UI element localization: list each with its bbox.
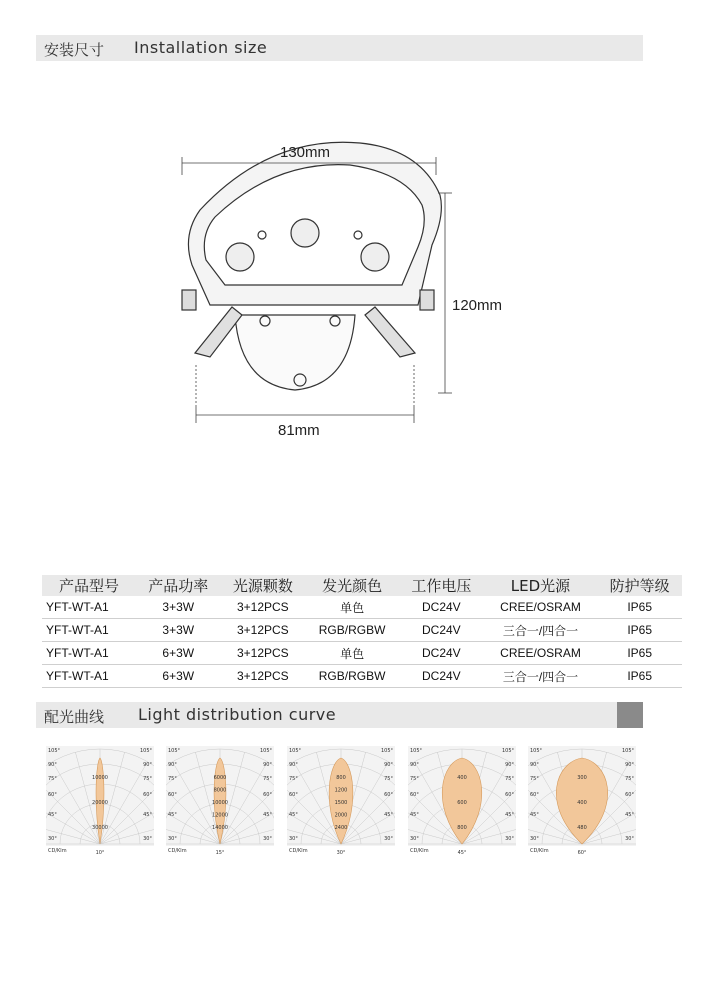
angle-label: 60° xyxy=(410,792,419,798)
angle-label: 75° xyxy=(143,776,152,782)
angle-label: 30° xyxy=(143,836,152,842)
angle-label: 45° xyxy=(143,812,152,818)
beam-angle-label: 10° xyxy=(95,850,105,856)
cell-led-source: CREE/OSRAM xyxy=(484,642,598,665)
cell-power: 6+3W xyxy=(136,642,221,665)
value-label: 8000 xyxy=(213,787,227,794)
angle-label: 75° xyxy=(625,776,634,782)
header-voltage: 工作电压 xyxy=(399,575,484,596)
angle-label: 45° xyxy=(289,812,298,818)
spec-table xyxy=(42,575,682,688)
curve-title-en: Light distribution curve xyxy=(138,705,337,724)
cell-ip-rating: IP65 xyxy=(597,642,682,665)
cell-led-source: CREE/OSRAM xyxy=(484,596,598,619)
value-label: 12000 xyxy=(212,812,228,819)
mount-plate xyxy=(235,315,355,390)
angle-label: 45° xyxy=(410,812,419,818)
angle-label: 60° xyxy=(289,792,298,798)
value-label: 14000 xyxy=(212,825,228,831)
cell-color: RGB/RGBW xyxy=(305,619,399,642)
brand-corner-icon xyxy=(617,702,643,728)
angle-label: 90° xyxy=(625,762,634,768)
table-row xyxy=(42,596,682,619)
bracket-right xyxy=(365,307,415,357)
angle-label: 90° xyxy=(263,762,272,768)
angle-label: 30° xyxy=(48,836,57,842)
value-label: 600 xyxy=(457,800,467,806)
cell-color: 单色 xyxy=(305,596,399,619)
unit-label: CD/Klm xyxy=(168,848,187,854)
cell-led-source: 三合一/四合一 xyxy=(484,619,598,642)
unit-label: CD/Klm xyxy=(289,848,308,854)
angle-label: 75° xyxy=(263,776,272,782)
polar-chart-5 xyxy=(528,746,636,858)
table-row xyxy=(42,642,682,665)
header-ip-rating: 防护等级 xyxy=(597,575,682,596)
cell-color: 单色 xyxy=(305,642,399,665)
value-label: 10000 xyxy=(92,775,108,781)
value-label: 30000 xyxy=(92,825,108,831)
value-label: 1200 xyxy=(334,787,348,794)
angle-label: 30° xyxy=(505,836,514,842)
angle-label: 60° xyxy=(505,792,514,798)
angle-label: 75° xyxy=(289,776,298,782)
dim-height-label: 120mm xyxy=(452,297,503,314)
cell-power: 3+3W xyxy=(136,619,221,642)
angle-label: 60° xyxy=(263,792,272,798)
angle-label: 105° xyxy=(410,748,423,754)
polar-chart-3 xyxy=(287,746,395,858)
header-model: 产品型号 xyxy=(42,575,136,596)
dim-base-label: 81mm xyxy=(278,422,320,439)
unit-label: CD/Klm xyxy=(410,848,429,854)
led-left xyxy=(226,243,254,271)
angle-label: 75° xyxy=(505,776,514,782)
cell-led-source: 三合一/四合一 xyxy=(484,665,598,688)
unit-label: CD/Klm xyxy=(530,848,549,854)
beam-angle-label: 30° xyxy=(336,850,346,856)
angle-label: 90° xyxy=(530,762,539,768)
angle-label: 30° xyxy=(625,836,634,842)
angle-label: 30° xyxy=(410,836,419,842)
cell-voltage: DC24V xyxy=(399,642,484,665)
installation-title-en: Installation size xyxy=(134,38,268,57)
angle-label: 30° xyxy=(263,836,272,842)
angle-label: 75° xyxy=(48,776,57,782)
angle-label: 105° xyxy=(168,748,181,754)
value-label: 6000 xyxy=(213,775,227,781)
angle-label: 90° xyxy=(410,762,419,768)
cell-voltage: DC24V xyxy=(399,665,484,688)
spec-header-row xyxy=(42,575,682,596)
cell-voltage: DC24V xyxy=(399,596,484,619)
angle-label: 105° xyxy=(48,748,61,754)
header-led-count: 光源颗数 xyxy=(221,575,306,596)
cell-model: YFT-WT-A1 xyxy=(42,619,136,642)
header-power: 产品功率 xyxy=(136,575,221,596)
cell-voltage: DC24V xyxy=(399,619,484,642)
angle-label: 60° xyxy=(530,792,539,798)
angle-label: 60° xyxy=(48,792,57,798)
installation-title-zh: 安装尺寸 xyxy=(44,41,105,59)
angle-label: 45° xyxy=(168,812,177,818)
led-center xyxy=(291,219,319,247)
angle-label: 45° xyxy=(384,812,393,818)
angle-label: 105° xyxy=(289,748,302,754)
value-label: 20000 xyxy=(92,800,108,806)
installation-diagram xyxy=(170,135,530,440)
curve-title-zh: 配光曲线 xyxy=(44,708,105,726)
value-label: 2400 xyxy=(334,825,348,831)
value-label: 400 xyxy=(457,775,467,781)
cell-color: RGB/RGBW xyxy=(305,665,399,688)
angle-label: 90° xyxy=(168,762,177,768)
value-label: 800 xyxy=(336,775,346,781)
angle-label: 45° xyxy=(263,812,272,818)
value-label: 480 xyxy=(577,825,587,831)
angle-label: 90° xyxy=(289,762,298,768)
header-color: 发光颜色 xyxy=(305,575,399,596)
angle-label: 90° xyxy=(505,762,514,768)
header-led-source: LED光源 xyxy=(484,575,598,596)
angle-label: 90° xyxy=(384,762,393,768)
angle-label: 60° xyxy=(625,792,634,798)
angle-label: 90° xyxy=(143,762,152,768)
value-label: 1500 xyxy=(334,800,348,806)
angle-label: 105° xyxy=(259,748,272,754)
cell-ip-rating: IP65 xyxy=(597,665,682,688)
cell-led-count: 3+12PCS xyxy=(221,619,306,642)
angle-label: 60° xyxy=(168,792,177,798)
angle-label: 45° xyxy=(530,812,539,818)
cell-power: 3+3W xyxy=(136,596,221,619)
angle-label: 60° xyxy=(384,792,393,798)
cell-model: YFT-WT-A1 xyxy=(42,596,136,619)
beam-angle-label: 15° xyxy=(215,850,225,856)
angle-label: 75° xyxy=(410,776,419,782)
beam-angle-label: 60° xyxy=(577,850,587,856)
angle-label: 45° xyxy=(505,812,514,818)
angle-label: 105° xyxy=(501,748,514,754)
angle-label: 90° xyxy=(48,762,57,768)
light-distribution-header xyxy=(36,702,643,728)
angle-label: 30° xyxy=(168,836,177,842)
angle-label: 30° xyxy=(289,836,298,842)
angle-label: 105° xyxy=(380,748,393,754)
polar-chart-2 xyxy=(166,746,274,858)
angle-label: 60° xyxy=(143,792,152,798)
table-row xyxy=(42,665,682,688)
angle-label: 75° xyxy=(530,776,539,782)
angle-label: 30° xyxy=(530,836,539,842)
clamp-right xyxy=(420,290,434,310)
angle-label: 75° xyxy=(168,776,177,782)
polar-chart-1 xyxy=(46,746,154,858)
angle-label: 105° xyxy=(530,748,543,754)
bracket-left xyxy=(195,307,242,357)
value-label: 800 xyxy=(457,825,467,831)
led-right xyxy=(361,243,389,271)
polar-chart-4 xyxy=(408,746,516,858)
unit-label: CD/Klm xyxy=(48,848,67,854)
cell-led-count: 3+12PCS xyxy=(221,665,306,688)
value-label: 10000 xyxy=(212,800,228,806)
value-label: 2000 xyxy=(334,812,348,819)
installation-size-header xyxy=(36,35,643,61)
value-label: 400 xyxy=(577,800,587,806)
angle-label: 45° xyxy=(48,812,57,818)
angle-label: 30° xyxy=(384,836,393,842)
cell-ip-rating: IP65 xyxy=(597,596,682,619)
cell-model: YFT-WT-A1 xyxy=(42,642,136,665)
angle-label: 105° xyxy=(621,748,634,754)
angle-label: 45° xyxy=(625,812,634,818)
angle-label: 75° xyxy=(384,776,393,782)
value-label: 300 xyxy=(577,775,587,781)
cell-power: 6+3W xyxy=(136,665,221,688)
cell-led-count: 3+12PCS xyxy=(221,642,306,665)
cell-led-count: 3+12PCS xyxy=(221,596,306,619)
beam-angle-label: 45° xyxy=(457,850,467,856)
dim-width-label: 130mm xyxy=(280,144,331,161)
cell-ip-rating: IP65 xyxy=(597,619,682,642)
clamp-left xyxy=(182,290,196,310)
angle-label: 105° xyxy=(139,748,152,754)
cell-model: YFT-WT-A1 xyxy=(42,665,136,688)
table-row xyxy=(42,619,682,642)
